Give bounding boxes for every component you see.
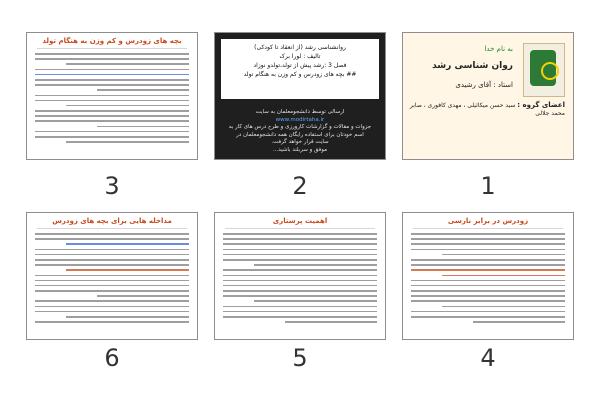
slide-number-3: 3 [104, 172, 120, 200]
slide-2-line-4: ## بچه های زودرس و کم وزن به هنگام تولد [243, 71, 357, 78]
title-divider [37, 48, 187, 49]
slide-number-1: 1 [480, 172, 496, 200]
slide-number-6: 6 [104, 344, 120, 372]
slide-2-line-3: فصل 3 :رشد پیش از تولد،تولدو نوزاد [253, 62, 347, 69]
slide-4-body [411, 233, 565, 333]
slide-2-footer [221, 109, 379, 154]
slide-1-title: روان شناسی رشد [432, 61, 513, 71]
footer-line-2: جزوات و مقالات و گزارشات کارورزی و طرح درس های کار به [228, 124, 372, 130]
slide-1-teacher: استاد : آقای رشیدی [455, 81, 513, 89]
footer-line-1: ارسالی توسط دانشجومعلمان به سایت [255, 109, 345, 115]
group-members: سید حسن میکائیلی ، مهدی کافوری ، صابر محمد جلالی [409, 102, 565, 117]
footer-line-4: سایت قرار خواهد گرفت. [271, 139, 329, 145]
slide-2-title-box [221, 39, 379, 99]
title-divider [37, 228, 187, 229]
title-divider [225, 228, 375, 229]
slide-thumbnail-6[interactable] [26, 212, 198, 340]
basmala-text: به نام خدا [484, 45, 513, 53]
slide-thumbnail-3[interactable] [26, 32, 198, 160]
slide-1-group [409, 101, 565, 118]
group-label: اعضای گروه : [517, 101, 565, 109]
slide-5-title: اهمیت پرستاری [272, 217, 328, 225]
slide-thumbnail-4[interactable] [402, 212, 574, 340]
university-logo-icon [523, 43, 565, 97]
slide-number-4: 4 [480, 344, 496, 372]
slide-cell-3[interactable] [20, 0, 204, 200]
slide-number-5: 5 [292, 344, 308, 372]
title-divider [413, 228, 563, 229]
slide-2-line-2: تالیف : لورا برک [279, 53, 321, 60]
footer-line-3: اسم خودتان برای استفاده رایگان همه دانشجومعلمان در [236, 131, 364, 138]
slide-3-title: بچه های زودرس و کم وزن به هنگام تولد [42, 37, 182, 45]
footer-link[interactable]: www.modirtaha.ir [275, 116, 325, 123]
slide-cell-2[interactable] [208, 0, 392, 200]
slide-6-body [35, 233, 189, 333]
slide-2-line-1: روانشناسی رشد (از انعقاد تا کودکی) [254, 44, 346, 51]
slide-cell-5[interactable] [208, 200, 392, 400]
slide-thumbnail-2[interactable] [214, 32, 386, 160]
slide-cell-4[interactable] [396, 200, 580, 400]
slide-6-title: مداخله هایی برای بچه های زودرس [52, 217, 172, 225]
slide-cell-1[interactable] [396, 0, 580, 200]
slide-thumbnail-1[interactable] [402, 32, 574, 160]
slide-3-body [35, 53, 189, 153]
slide-5-body [223, 233, 377, 333]
slide-cell-6[interactable] [20, 200, 204, 400]
slide-4-title: زودرس در برابر نارسی [447, 217, 529, 225]
footer-line-5: موفق و سربلند باشید... [272, 146, 328, 153]
slide-number-2: 2 [292, 172, 308, 200]
slide-thumbnail-5[interactable] [214, 212, 386, 340]
